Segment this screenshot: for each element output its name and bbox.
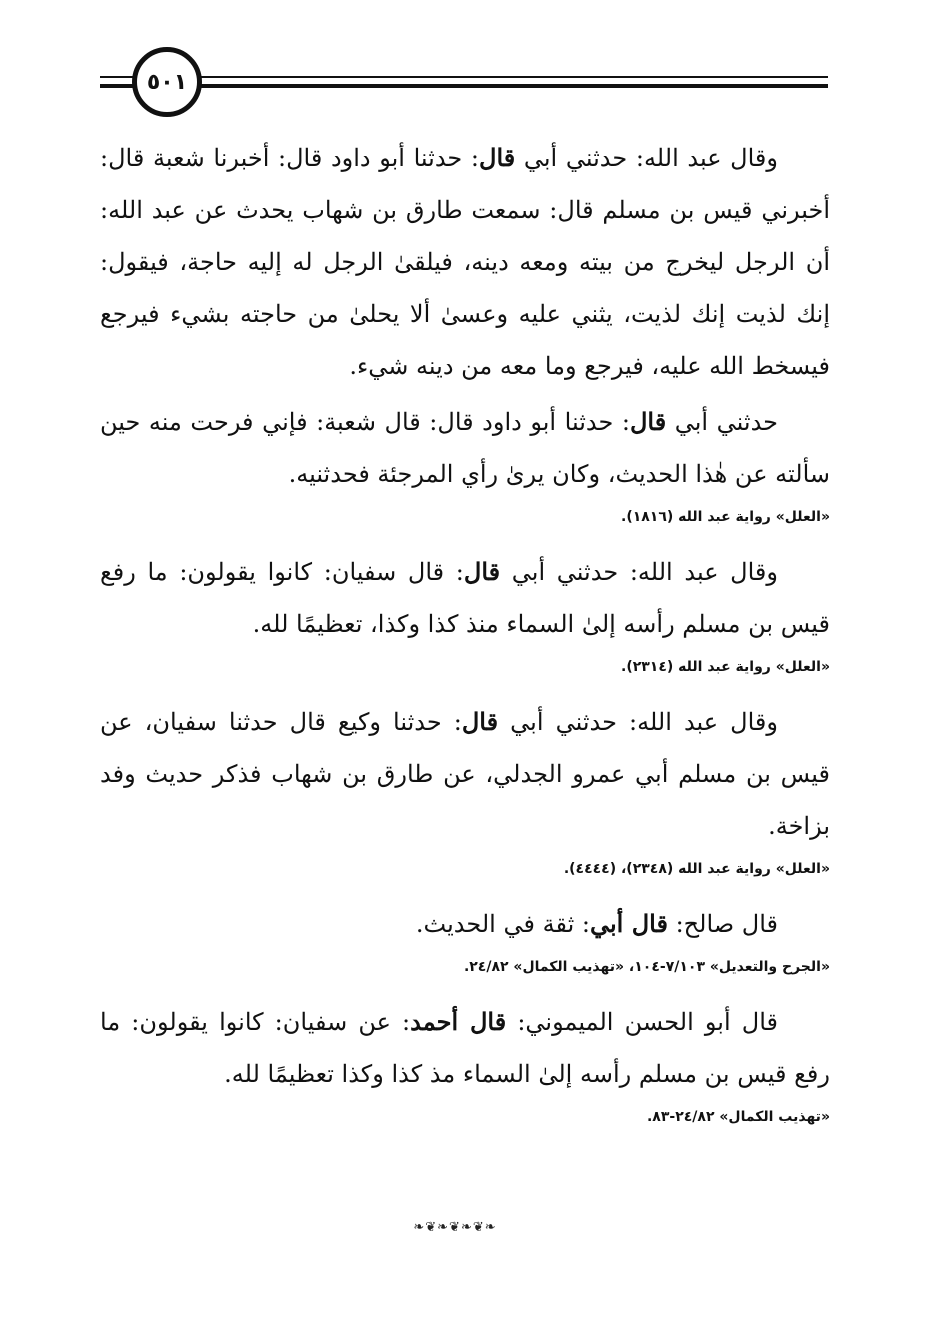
body-paragraph: [100, 396, 830, 500]
paragraph-text: قال صالح:: [667, 910, 778, 938]
narrator-keyword: قال أحمد: [410, 1007, 507, 1036]
paragraph-text: وقال عبد الله: حدثني أبي: [515, 144, 778, 172]
narrator-keyword: قال: [479, 143, 516, 172]
page-number: ٥٠١: [146, 69, 188, 95]
body-paragraph: [100, 696, 830, 852]
narrator-keyword: قال: [629, 407, 667, 436]
source-citation: «العلل» رواية عبد الله (٢٣١٤).: [621, 659, 830, 675]
source-citation: «العلل» رواية عبد الله (٢٣٤٨)، (٤٤٤٤).: [563, 861, 830, 877]
narrator-keyword: قال أبي: [590, 909, 668, 938]
body-paragraph: [100, 546, 830, 650]
body-paragraph: [100, 996, 830, 1100]
body-paragraph: [100, 132, 830, 392]
paragraph-text: : عن سفيان: كانوا يقولون: ما رفع قيس بن مسلم رأسه إلىٰ السماء مذ كذا وكذا تعظيمًا لله.: [100, 1008, 830, 1088]
paragraph-text: : ثقة في الحديث.: [415, 910, 590, 938]
header-rule-thick: [195, 84, 828, 88]
page-number-badge: [132, 47, 202, 117]
page-header: [100, 40, 828, 120]
paragraph-text: : حدثنا وكيع قال حدثنا سفيان، عن قيس بن مسلم أبي عمرو الجدلي، عن طارق بن شهاب فذكر حديث وفد بزاخة.: [100, 708, 830, 840]
source-citation: «تهذيب الكمال» ٢٤/٨٢-٨٣.: [646, 1109, 830, 1125]
paragraph-text: حدثني أبي: [666, 408, 778, 436]
body-paragraph: [100, 898, 830, 950]
paragraph-text: : قال سفيان: كانوا يقولون: ما رفع قيس بن مسلم رأسه إلىٰ السماء منذ كذا وكذا، تعظيمًا لله.: [100, 558, 830, 638]
paragraph-text: : حدثنا أبو داود قال: قال شعبة: فإني فرحت منه حين سألته عن هٰذا الحديث، وكان يرىٰ رأي المرجئة فحدثنيه.: [100, 408, 830, 488]
source-citation: «الجرح والتعديل» ٧/١٠٣-١٠٤، «تهذيب الكمال» ٢٤/٨٢.: [463, 959, 830, 975]
page-body: [100, 132, 830, 1146]
paragraph-text: وقال عبد الله: حدثني أبي: [500, 558, 778, 586]
paragraph-text: : حدثنا أبو داود قال: أخبرنا شعبة قال: أخبرني قيس بن مسلم قال: سمعت طارق بن شهاب يحدث عن عبد الله: أن الرجل ليخرج من بيته ومعه دينه، فيلقىٰ الرجل له إليه حاجة، فيقول: إنك لذيت إنك لذيت، يثني عليه وعسىٰ ألا يحلىٰ من حاجته بشيء فيرجع فيسخط الله عليه، فيرجع وما معه من دينه شيء.: [100, 144, 830, 380]
narrator-keyword: قال: [463, 557, 501, 586]
paragraph-text: قال أبو الحسن الميموني:: [506, 1008, 778, 1036]
header-rule-thin: [195, 76, 828, 78]
narrator-keyword: قال: [461, 707, 499, 736]
paragraph-text: وقال عبد الله: حدثني أبي: [498, 708, 778, 736]
source-citation: «العلل» رواية عبد الله (١٨١٦).: [621, 509, 830, 525]
footer-ornament: ❧❦❧❦❧❦❧: [413, 1219, 497, 1235]
